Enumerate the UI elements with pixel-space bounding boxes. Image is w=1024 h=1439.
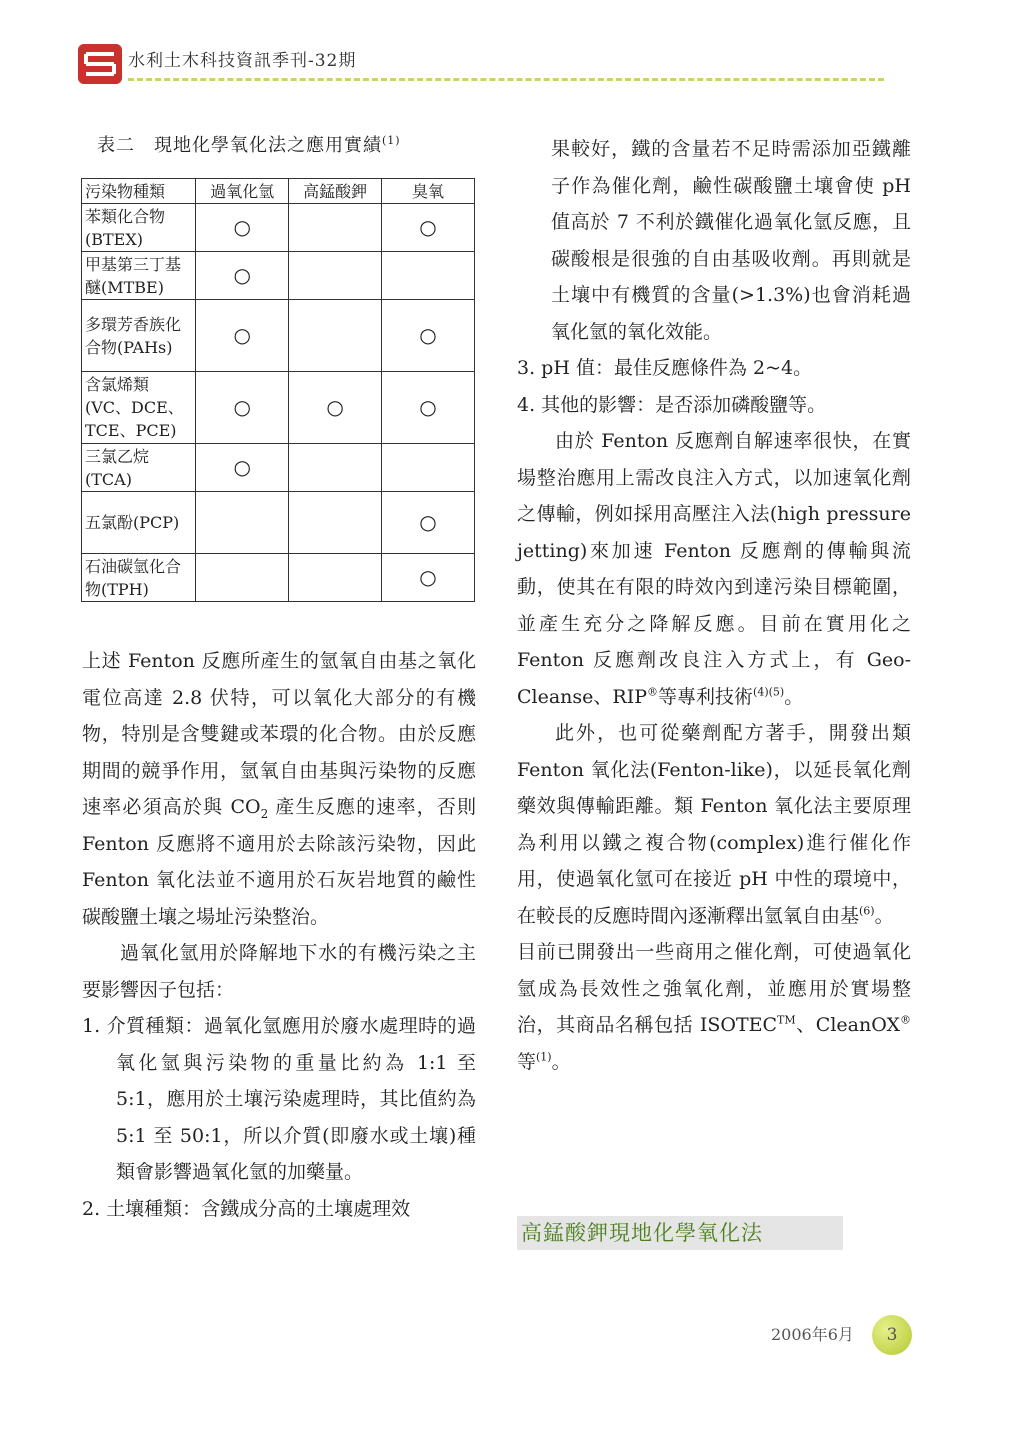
applicability-mark: ○ <box>382 300 475 372</box>
list-item-ph-value: 3. pH 值：最佳反應條件為 2~4。 <box>517 357 813 379</box>
applicability-mark <box>196 554 289 602</box>
applicability-mark <box>289 252 382 300</box>
paragraph-fenton-oxidation: 上述 Fenton 反應所產生的氫氧自由基之氧化電位高達 2.8 伏特，可以氧化大部分的有機物，特別是含雙鍵或苯環的化合物。由於反應期間的競爭作用，氫氧自由基與污染物的反應速率必須高於與 $CO_2$ 產生反應的速率，否則 Fenton 反應將不適用於去除該污染物，因此 Fenton 氧化法並不適用於石灰岩地質的鹼性碳酸鹽土壤之場址污染整治。 <box>82 650 476 928</box>
paragraph-injection-methods: 由於 Fenton 反應劑自解速率很快，在實場整治應用上需改良注入方式，以加速氧化劑之傳輸，例如採用高壓注入法(high pressure jetting)來加速 Fenton 反應劑的傳輸與流動，使其在有限的時效內到達污染目標範圍，並產生充分之降解反應。目前在實用化之 Fenton 反應劑改良注入方式上，有 Geo-Cleanse、RIP®等專利技術$^{(4)(5)}$。 <box>517 430 911 708</box>
table-header-row <box>82 179 475 204</box>
table-row <box>82 444 475 492</box>
list-item-continuation: 果較好，鐵的含量若不足時需添加亞鐵離子作為催化劑，鹼性碳酸鹽土壤會使 pH 值高於 7 不利於鐵催化過氧化氫反應，且碳酸根是很強的自由基吸收劑。再則就是土壤中有機質的含量(>1.3%)也會消耗過氧化氫的氧化效能。 <box>551 138 911 343</box>
paragraph-influencing-factors: 過氧化氫用於降解地下水的有機污染之主要影響因子包括： <box>82 942 476 1001</box>
table-row <box>82 252 475 300</box>
applicability-mark: ○ <box>196 252 289 300</box>
table-row <box>82 554 475 602</box>
applicability-mark: ○ <box>382 492 475 554</box>
applicability-mark: ○ <box>196 444 289 492</box>
left-column-text <box>82 643 476 1227</box>
applicability-mark <box>382 252 475 300</box>
pollutant-name: 苯類化合物(BTEX) <box>82 204 196 252</box>
applicability-mark: ○ <box>196 204 289 252</box>
table-row <box>82 492 475 554</box>
applicability-mark: ○ <box>382 204 475 252</box>
column-header-ozone: 臭氧 <box>382 179 475 204</box>
journal-logo-icon <box>78 44 122 84</box>
list-item-medium-type: 1. 介質種類：過氧化氫應用於廢水處理時的過氧化氫與污染物的重量比約為 1:1 至 5:1，應用於土壤污染處理時，其比值約為 5:1 至 50:1，所以介質(即廢水或土壤)種類會影響過氧化氫的加藥量。 <box>82 1015 476 1183</box>
section-heading: 高錳酸鉀現地化學氧化法 <box>517 1216 843 1250</box>
applicability-mark <box>289 204 382 252</box>
pollutant-name: 含氯烯類(VC、DCE、TCE、PCE) <box>82 372 196 444</box>
applicability-mark <box>289 300 382 372</box>
paragraph-fenton-like: 此外，也可從藥劑配方著手，開發出類 Fenton 氧化法(Fenton-like)，以延長氧化劑藥效與傳輸距離。類 Fenton 氧化法主要原理為利用以鐵之複合物(complex)進行催化作用，使過氧化氫可在接近 pH 中性的環境中，在較長的反應時間內逐漸釋出氫氧自由基$^{(6)}$。 <box>517 722 911 927</box>
applicability-mark <box>196 492 289 554</box>
table-row <box>82 372 475 444</box>
applicability-mark: ○ <box>382 372 475 444</box>
applicability-mark <box>382 444 475 492</box>
application-results-table <box>81 178 475 602</box>
column-header-permanganate: 高錳酸鉀 <box>289 179 382 204</box>
paragraph-commercial-catalysts: 目前已開發出一些商用之催化劑，可使過氧化氫成為長效性之強氧化劑，並應用於實場整治，其商品名稱包括 ISOTEC™、CleanOX®等$^{(1)}$。 <box>517 941 911 1073</box>
right-column-text <box>517 131 911 1080</box>
journal-title: 水利土木科技資訊季刊-32期 <box>128 51 357 71</box>
pollutant-name: 多環芳香族化合物(PAHs) <box>82 300 196 372</box>
list-item-soil-type: 2. 土壤種類：含鐵成分高的土壤處理效 <box>82 1197 411 1220</box>
applicability-mark <box>289 444 382 492</box>
applicability-mark <box>289 554 382 602</box>
pollutant-name: 甲基第三丁基醚(MTBE) <box>82 252 196 300</box>
column-header-pollutant: 污染物種類 <box>82 179 196 204</box>
table-row <box>82 204 475 252</box>
pollutant-name: 石油碳氫化合物(TPH) <box>82 554 196 602</box>
applicability-mark: ○ <box>196 372 289 444</box>
list-item-other-effects: 4. 其他的影響：是否添加磷酸鹽等。 <box>517 393 827 416</box>
pollutant-name: 五氯酚(PCP) <box>82 492 196 554</box>
applicability-mark <box>289 492 382 554</box>
page-number: 3 <box>872 1315 912 1355</box>
issue-date: 2006年6月 <box>771 1325 854 1344</box>
header-divider <box>128 78 884 81</box>
table-caption: 表二 現地化學氧化法之應用實績$^{(1)}$ <box>97 134 401 156</box>
applicability-mark: ○ <box>289 372 382 444</box>
applicability-mark: ○ <box>382 554 475 602</box>
applicability-mark: ○ <box>196 300 289 372</box>
table-row <box>82 300 475 372</box>
pollutant-name: 三氯乙烷(TCA) <box>82 444 196 492</box>
column-header-hydrogen-peroxide: 過氧化氫 <box>196 179 289 204</box>
